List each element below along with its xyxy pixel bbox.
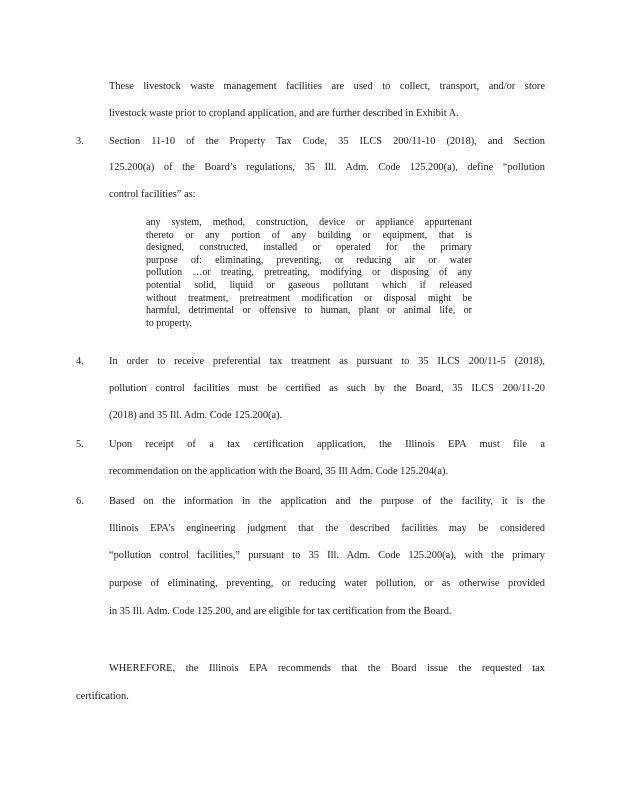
paragraph-6-line-2: Illinois EPA’s engineering judgment that the described facilities may be considered [109,523,545,534]
quote-line: thereto or any portion of any building or equipment, that is [146,229,472,241]
quote-line: any system, method, construction, device or appliance appurtenant [146,217,472,228]
intro-line-1: These livestock waste management facilities are used to collect, transport, and/or store [109,81,545,92]
pollution-control-definition-quote [146,217,472,330]
paragraph-3-line-1: Section 11-10 of the Property Tax Code, 35 ILCS 200/11-10 (2018), and Section [109,136,545,147]
paragraph-6-line-4: purpose of eliminating, preventing, or reducing water pollution, or as otherwise provided [109,578,545,589]
paragraph-5-line-1: Upon receipt of a tax certification application, the Illinois EPA must file a [109,439,545,450]
paragraph-4-line-2: pollution control facilities must be certified as such by the Board, 35 ILCS 200/11-20 [109,383,545,394]
conclusion-line-2: certification. [76,691,129,702]
quote-line: pollution …or treating, pretreating, modifying or disposing of any [146,267,472,279]
quote-line: purpose of: eliminating, preventing, or reducing air or water [146,254,472,266]
paragraph-6-number: 6. [76,496,84,507]
quote-line: potential solid, liquid or gaseous pollutant which if released [146,279,472,291]
quote-line: without treatment, pretreatment modification or disposal might be [146,292,472,304]
paragraph-5-number: 5. [76,439,84,450]
paragraph-6-line-1: Based on the information in the application and the purpose of the facility, it is the [109,496,545,507]
intro-line-2: livestock waste prior to cropland application, and are further described in Exhibit A. [109,108,459,119]
conclusion-line-1: WHEREFORE, the Illinois EPA recommends that the Board issue the requested tax [109,663,545,674]
paragraph-3-number: 3. [76,136,84,147]
paragraph-4-line-3: (2018) and 35 Ill. Adm. Code 125.200(a). [109,410,283,421]
quote-line: to property. [146,317,193,329]
paragraph-3-line-3: control facilities” as: [109,189,196,200]
paragraph-4-number: 4. [76,356,84,367]
paragraph-3-line-2: 125.200(a) of the Board’s regulations, 35 Ill. Adm. Code 125.200(a), define “pollution [109,162,545,173]
paragraph-6-line-5: in 35 Ill. Adm. Code 125.200, and are eligible for tax certification from the Board. [109,606,452,617]
paragraph-4-line-1: In order to receive preferential tax treatment as pursuant to 35 ILCS 200/11-5 (2018), [109,356,545,367]
quote-line: harmful, detrimental or offensive to human, plant or animal life, or [146,305,472,317]
paragraph-5-line-2: recommendation on the application with the Board, 35 Ill Adm. Code 125.204(a). [109,466,449,477]
quote-line: designed, constructed, installed or operated for the primary [146,242,472,254]
paragraph-6-line-3: “pollution control facilities,” pursuant to 35 Ill. Adm. Code 125.200(a), with the primary [109,550,545,561]
